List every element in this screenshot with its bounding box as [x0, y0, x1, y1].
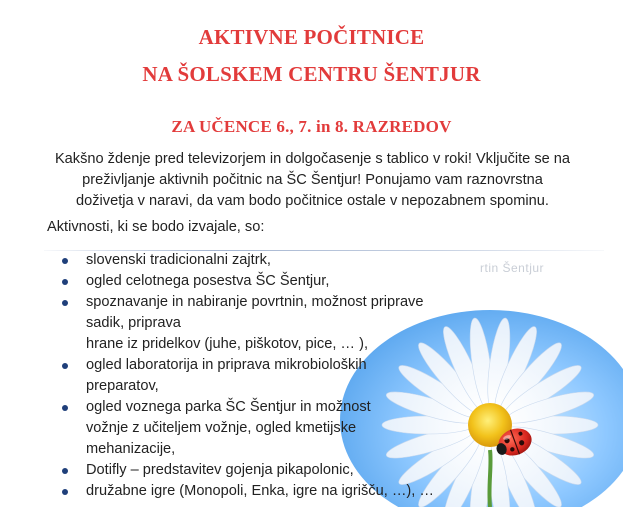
list-item — [56, 355, 456, 397]
list-item — [56, 397, 456, 460]
intro-line: preživljanje aktivnih počitnic na ŠC Šentjur! Ponujamo vam raznovrstna — [82, 172, 543, 188]
list-item-text: ogled celotnega posestva ŠC Šentjur, — [86, 273, 330, 289]
list-item-text: ogled voznega parka ŠC Šentjur in možnost — [86, 399, 371, 415]
bullet-icon — [62, 405, 68, 411]
subtitle-grades: ZA UČENCE 6., 7. in 8. RAZREDOV — [171, 117, 452, 136]
list-item — [56, 292, 456, 355]
ghost-scan-text: rtin Šentjur — [480, 261, 545, 275]
list-item-text: preparatov, — [86, 378, 159, 394]
list-item-text: hrane iz pridelkov (juhe, piškotov, pice, … ), — [86, 336, 368, 352]
bullet-icon — [62, 279, 68, 285]
list-item — [56, 271, 456, 292]
title-line-2: NA ŠOLSKEM CENTRU ŠENTJUR — [142, 62, 481, 86]
intro-line: Kakšno ždenje pred televizorjem in dolgočasenje s tablico v roki! Vključite se na — [54, 151, 571, 167]
list-item-text: družabne igre (Monopoli, Enka, igre na igrišču, …), … — [86, 483, 434, 499]
list-item-text: ogled laboratorija in priprava mikrobioloških — [86, 357, 367, 373]
list-item-text: Dotifly – predstavitev gojenja pikapolonic, — [86, 462, 354, 478]
bullet-icon — [62, 468, 68, 474]
list-item — [56, 250, 456, 271]
bullet-icon — [62, 363, 68, 369]
bullet-icon — [62, 258, 68, 264]
activities-heading: Aktivnosti, ki se bodo izvajale, so: — [47, 219, 265, 235]
intro-paragraph — [30, 149, 595, 212]
title-line-1: AKTIVNE POČITNICE — [198, 25, 425, 49]
intro-line: doživetja v naravi, da vam bodo počitnice ostale v nepozabnem spominu. — [76, 193, 549, 209]
activities-list — [56, 250, 456, 502]
list-item-text: slovenski tradicionalni zajtrk, — [86, 252, 271, 268]
list-item — [56, 460, 456, 481]
bullet-icon — [62, 489, 68, 495]
list-item-text: vožnje z učiteljem vožnje, ogled kmetijske — [86, 420, 357, 436]
list-item — [56, 481, 456, 502]
list-item-text: mehanizacije, — [86, 441, 176, 457]
bullet-icon — [62, 300, 68, 306]
list-item-text: spoznavanje in nabiranje povrtnin, možnost priprave sadik, priprava — [86, 294, 424, 331]
